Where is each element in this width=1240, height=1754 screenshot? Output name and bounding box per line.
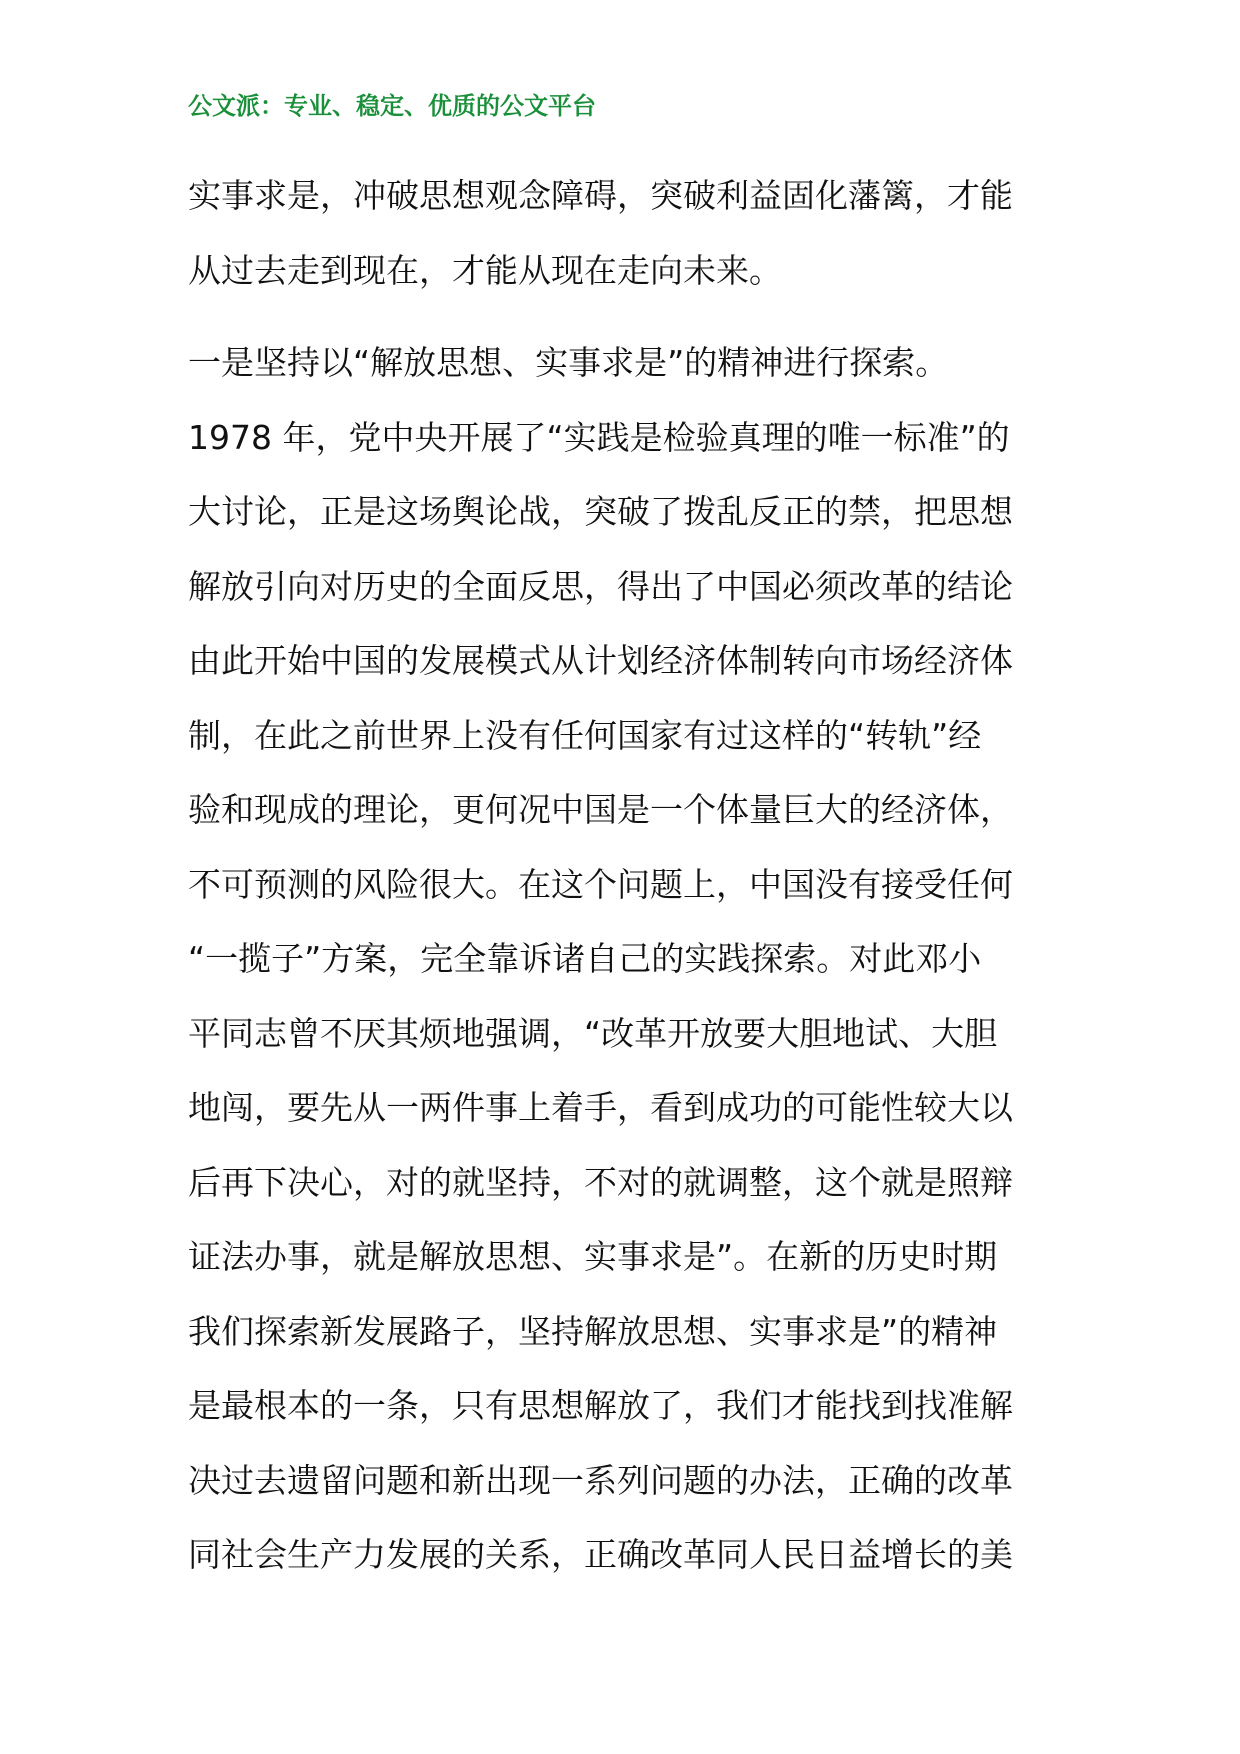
text-line: 大讨论，正是这场舆论战，突破了拨乱反正的禁，把思想 [188,492,1013,531]
text-line: 验和现成的理论，更何况中国是一个体量巨大的经济体， [188,790,1013,829]
text-line: “一揽子”方案，完全靠诉诸自己的实践探索。对此邓小 [188,939,982,978]
text-line: 制，在此之前世界上没有任何国家有过这样的“转轨”经 [188,715,982,755]
text-line: 实事求是，冲破思想观念障碍，突破利益固化藩篱，才能 [188,176,1013,215]
text-line: 由此开始中国的发展模式从计划经济体制转向市场经济体 [188,641,1013,680]
text-line: 证法办事，就是解放思想、实事求是”。在新的历史时期 [188,1237,998,1276]
paragraph-1 [188,159,1058,308]
text-line: 平同志曾不厌其烦地强调，“改革开放要大胆地试、大胆 [188,1013,998,1053]
text-line: 从过去走到现在，才能从现在走向未来。 [188,250,782,290]
text-line: 不可预测的风险很大。在这个问题上，中国没有接受任何 [188,864,1013,904]
text-line: 我们探索新发展路子，坚持解放思想、实事求是”的精神 [188,1311,998,1351]
text-line: 一是坚持以“解放思想、实事求是”的精神进行探索。 [188,343,949,382]
text-line: 1978 年，党中央开展了“实践是检验真理的唯一标准”的 [188,417,1010,457]
text-line: 是最根本的一条，只有思想解放了，我们才能找到找准解 [188,1386,1013,1425]
text-line: 决过去遗留问题和新出现一系列问题的办法，正确的改革 [188,1460,1013,1500]
text-line: 同社会生产力发展的关系，正确改革同人民日益增长的美 [188,1535,1013,1574]
header-banner: 公文派：专业、稳定、优质的公文平台 [188,91,596,120]
paragraph-2 [188,326,1058,1593]
text-line: 地闯，要先从一两件事上着手，看到成功的可能性较大以 [188,1088,1013,1127]
text-line: 解放引向对历史的全面反思，得出了中国必须改革的结论 [188,566,1013,606]
text-line: 后再下决心，对的就坚持，不对的就调整，这个就是照辩 [188,1162,1013,1202]
